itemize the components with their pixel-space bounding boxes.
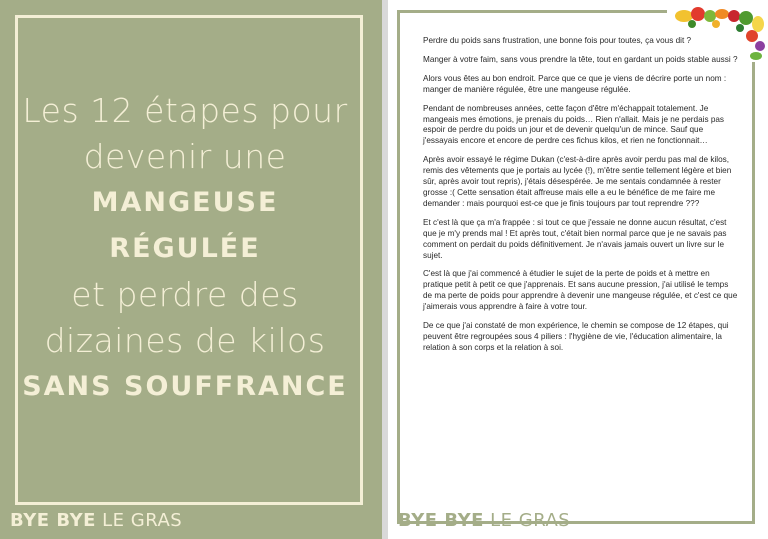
brand-bold-text: BYE BYE xyxy=(10,510,96,531)
cover-title xyxy=(20,88,350,410)
title-line-6: SANS SOUFFRANCE xyxy=(22,371,348,402)
cover-page xyxy=(0,0,382,539)
paragraph: Manger à votre faim, sans vous prendre la tête, tout en gardant un poids stable aussi ? xyxy=(423,54,738,64)
brand-light-text: LE GRAS xyxy=(95,510,183,531)
title-line-4: et perdre des xyxy=(71,275,299,314)
title-line-3: MANGEUSE RÉGULÉE xyxy=(91,187,279,264)
brand-light-text: LE GRAS xyxy=(483,510,571,531)
brand-logo-left xyxy=(10,510,182,531)
body-text xyxy=(423,36,738,362)
title-line-5: dizaines de kilos xyxy=(44,321,326,360)
paragraph: Perdre du poids sans frustration, une bonne fois pour toutes, ça vous dit ? xyxy=(423,36,692,45)
paragraph: Pendant de nombreuses années, cette façon d'être m'échappait totalement. Je mangeais mes émotions, je prenais du poids… Rien n'allait. Mais je ne perdais pas espoir de perdre du poids un jour et de devenir quelqu'un de mince. Sauf que j'essayais encore et encore de perdre ces fichus kilos, et rien ne fonctionnait… xyxy=(423,103,725,146)
brand-logo-right xyxy=(398,510,570,531)
paragraph: C'est là que j'ai commencé à étudier le sujet de la perte de poids et à mettre en pratique petit à petit ce que j'apprenais. Et sans aucune pression, j'ai utilisé le temps de ma perte de poids pour apprendre à devenir une mangeuse régulée, et c'est ce que j'aimerais vous apprendre à faire à votre tour. xyxy=(423,269,738,312)
brand-bold-text: BYE BYE xyxy=(398,510,484,531)
paragraph: Après avoir essayé le régime Dukan (c'est-à-dire après avoir perdu pas mal de kilos, remis des vêtements que je portais au lycée (!), m'être sentie tellement légère et bien sûr, après avoir tout repris), j'étais désespérée. Je me sentais condamnée à rester grosse :( Cette sensation était affreuse mais elle a eu le bénéfice de me faire me demander : mais pourquoi est-ce que je finis toujours par tout reprendre ??? xyxy=(423,155,732,208)
title-line-2: devenir une xyxy=(83,137,287,176)
paragraph: Et c'est là que ça m'a frappée : si tout ce que j'essaie ne donne aucun résultat, c'est que je m'y prends mal ! Et après tout, c'était bien normal parce que je ne savais pas comment on perdait du poids définitivement. Je n'avais jamais ouvert un livre sur le sujet. xyxy=(423,217,727,260)
paragraph: Alors vous êtes au bon endroit. Parce que ce que je viens de décrire porte un nom : manger de manière régulée, être une mangeuse régulée. xyxy=(423,73,727,94)
title-line-1: Les 12 étapes pour xyxy=(22,91,348,130)
fruit-and-vegetable-cluster-icon xyxy=(670,4,768,62)
paragraph: De ce que j'ai constaté de mon expérience, le chemin se compose de 12 étapes, qui peuvent être regroupées sous 4 piliers : l'hygiène de vie, l'éducation alimentaire, la relation à son corps et la relation à soi. xyxy=(423,321,729,352)
text-page xyxy=(388,0,768,539)
frame-right-line xyxy=(752,62,755,524)
